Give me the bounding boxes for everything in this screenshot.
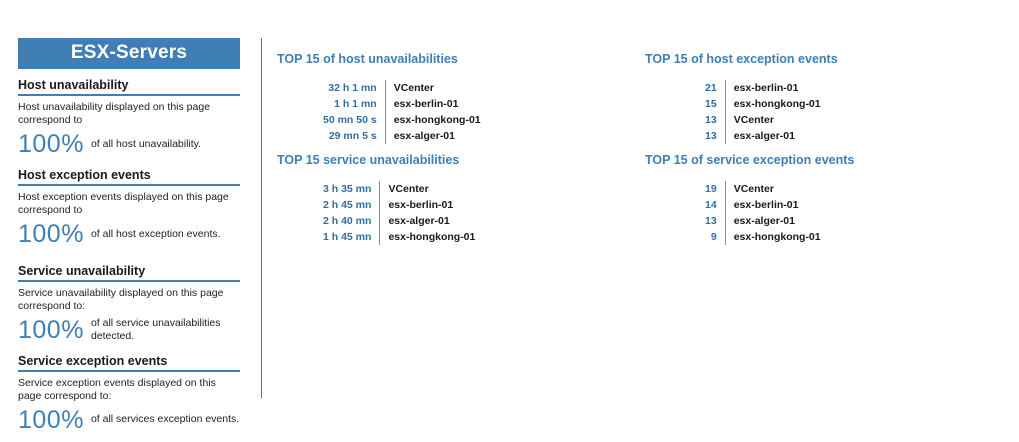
- row-value: 9: [710, 231, 717, 243]
- section-heading: Service unavailability: [18, 264, 240, 282]
- top-list-table: [705, 80, 821, 144]
- table-row: [323, 197, 475, 213]
- top-list-table: [323, 80, 481, 144]
- percent-suffix: of all host exception events.: [90, 227, 221, 240]
- percent-suffix: of all service unavailabilities detected.: [90, 317, 221, 343]
- row-value: 1 h 1 mn: [334, 98, 377, 110]
- percent-suffix: of all host unavailability.: [90, 137, 202, 150]
- row-value: 13: [705, 215, 717, 227]
- top-service-exception-events-block: [645, 153, 854, 245]
- panel-title: ESX-Servers: [18, 38, 240, 69]
- row-name: VCenter: [725, 112, 820, 128]
- table-row: [705, 96, 821, 112]
- percent-value: 100%: [18, 219, 84, 248]
- row-name: esx-berlin-01: [725, 197, 820, 213]
- row-name: esx-hongkong-01: [725, 229, 820, 245]
- percent-value: 100%: [18, 315, 84, 344]
- table-row: [323, 213, 475, 229]
- row-name: VCenter: [725, 181, 820, 197]
- top-host-exception-events-block: [645, 52, 838, 144]
- row-value: 50 mn 50 s: [323, 114, 377, 126]
- top-list-table: [323, 181, 475, 245]
- row-name: esx-hongkong-01: [380, 229, 475, 245]
- percent-suffix: of all services exception events.: [90, 413, 240, 426]
- section-service-unavailability: [18, 264, 240, 345]
- row-name: esx-berlin-01: [380, 197, 475, 213]
- section-heading: Host unavailability: [18, 78, 240, 96]
- section-description: Host exception events displayed on this page correspond to: [18, 190, 229, 217]
- table-row: [323, 229, 475, 245]
- row-value: 21: [705, 82, 717, 94]
- table-row: [323, 128, 481, 144]
- row-name: VCenter: [385, 80, 480, 96]
- row-value: 2 h 40 mn: [323, 215, 372, 227]
- top-host-unavailabilities-block: [277, 52, 481, 144]
- top-service-unavailabilities-block: [277, 153, 475, 245]
- table-row: [705, 80, 821, 96]
- row-name: esx-alger-01: [725, 128, 820, 144]
- block-title: TOP 15 of service exception events: [645, 153, 855, 167]
- row-value: 13: [705, 114, 717, 126]
- row-name: esx-berlin-01: [725, 80, 820, 96]
- section-heading: Service exception events: [18, 354, 240, 372]
- row-value: 3 h 35 mn: [323, 183, 372, 195]
- percent-row: [18, 130, 240, 159]
- row-value: 13: [705, 130, 717, 142]
- table-row: [705, 181, 821, 197]
- section-description: Service exception events displayed on this page correspond to:: [18, 376, 216, 403]
- row-name: esx-hongkong-01: [725, 96, 820, 112]
- percent-value: 100%: [18, 129, 84, 158]
- esx-servers-panel: [18, 38, 240, 435]
- percent-row: [18, 316, 240, 345]
- table-row: [705, 197, 821, 213]
- section-heading: Host exception events: [18, 168, 240, 186]
- table-row: [705, 128, 821, 144]
- row-name: esx-berlin-01: [385, 96, 480, 112]
- row-value: 32 h 1 mn: [328, 82, 377, 94]
- row-value: 29 mn 5 s: [328, 130, 377, 142]
- table-row: [705, 229, 821, 245]
- section-host-unavailability: [18, 78, 240, 159]
- row-value: 15: [705, 98, 717, 110]
- percent-row: [18, 220, 240, 249]
- vertical-divider: [261, 38, 262, 398]
- block-title: TOP 15 of host unavailabilities: [277, 52, 458, 66]
- top-list-table: [705, 181, 821, 245]
- percent-row: [18, 406, 240, 435]
- table-row: [705, 213, 821, 229]
- section-description: Host unavailability displayed on this page correspond to: [18, 101, 211, 127]
- row-name: esx-alger-01: [380, 213, 475, 229]
- table-row: [323, 96, 481, 112]
- section-description: Service unavailability displayed on this page correspond to:: [18, 286, 224, 313]
- row-name: esx-hongkong-01: [385, 112, 480, 128]
- row-name: esx-alger-01: [725, 213, 820, 229]
- row-name: esx-alger-01: [385, 128, 480, 144]
- percent-value: 100%: [18, 405, 84, 434]
- section-service-exception-events: [18, 354, 240, 435]
- row-value: 1 h 45 mn: [323, 231, 372, 243]
- row-value: 14: [705, 199, 717, 211]
- table-row: [705, 112, 821, 128]
- table-row: [323, 112, 481, 128]
- row-value: 19: [705, 183, 717, 195]
- row-name: VCenter: [380, 181, 475, 197]
- table-row: [323, 181, 475, 197]
- table-row: [323, 80, 481, 96]
- block-title: TOP 15 service unavailabilities: [277, 153, 460, 167]
- block-title: TOP 15 of host exception events: [645, 52, 838, 66]
- section-host-exception-events: [18, 168, 240, 249]
- row-value: 2 h 45 mn: [323, 199, 372, 211]
